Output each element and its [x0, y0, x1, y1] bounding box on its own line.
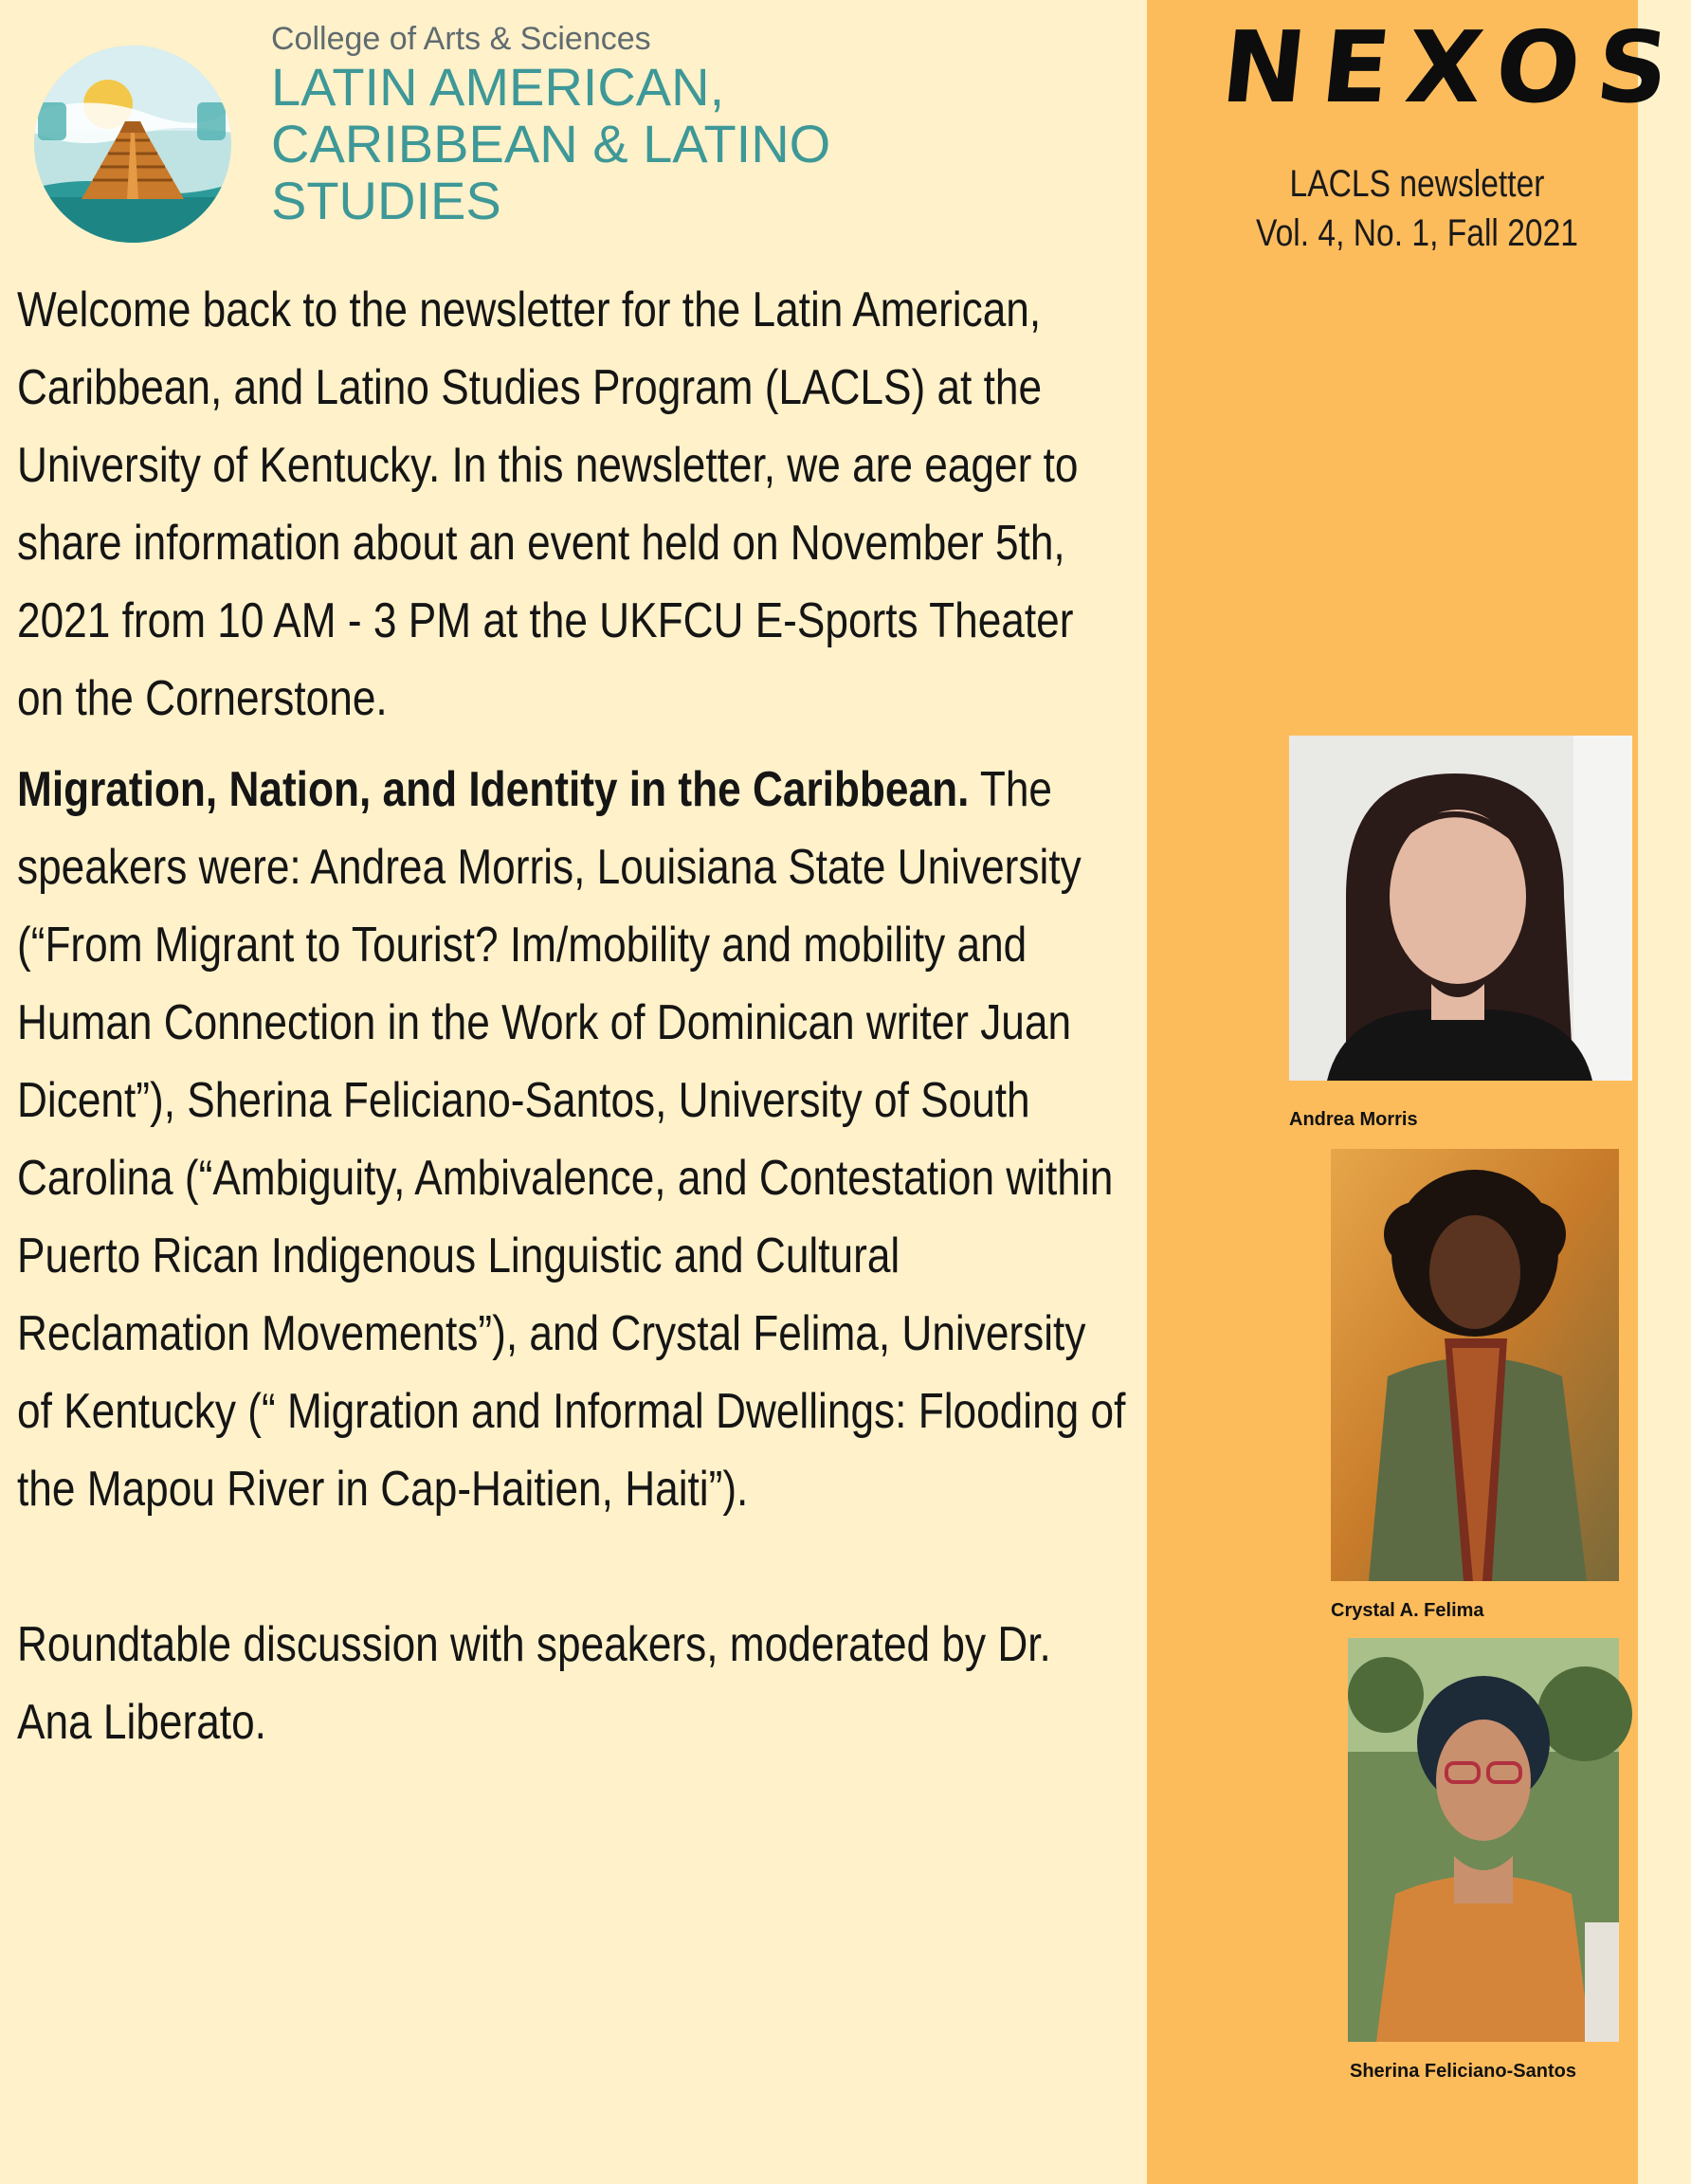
event-description: The speakers were: Andrea Morris, Louisiana State University (“From Migrant to Tourist? Im/mobility and mobility and Human Connection in the Work of Dominican writer Juan Dicent”), Sherina Feliciano-Santos, University of South Carolina (“Ambiguity, Ambivalence, and Contestation within Puerto Rican Indigenous Linguistic and Cultural Reclamation Movements”), and Crystal Felima, University of Kentucky (“ Migration and Informal Dwellings: Flooding of the Mapou River in Cap-Haitien, Haiti”). — [17, 762, 1126, 1517]
intro-paragraph: Welcome back to the newsletter for the Latin American, Caribbean, and Latino Studies Program (LACLS) at the University of Kentucky. In this newsletter, we are eager to share information about an event held on November 5th, 2021 from 10 AM - 3 PM at the UKFCU E-Sports Theater on the Cornerstone. — [17, 282, 1079, 726]
speaker-photo-crystal-felima — [1331, 1149, 1619, 1581]
speaker-caption-sherina-feliciano-santos: Sherina Feliciano-Santos — [1350, 2061, 1576, 2082]
issue-info — [1238, 159, 1596, 258]
roundtable-paragraph: Roundtable discussion with speakers, moderated by Dr. Ana Liberato. — [17, 1617, 1051, 1750]
speaker-photo-andrea-morris — [1289, 736, 1632, 1081]
speaker-caption-andrea-morris: Andrea Morris — [1289, 1109, 1418, 1130]
program-name-line-1: LATIN AMERICAN, — [271, 57, 725, 117]
program-name — [271, 59, 830, 229]
issue-line-1: LACLS newsletter — [1289, 163, 1545, 205]
speaker-caption-crystal-felima: Crystal A. Felima — [1331, 1600, 1484, 1621]
event-title: Migration, Nation, and Identity in the Caribbean. — [17, 762, 970, 817]
program-name-line-2: CARIBBEAN & LATINO — [271, 114, 831, 173]
event-paragraph — [17, 751, 1129, 1528]
issue-line-2: Vol. 4, No. 1, Fall 2021 — [1256, 212, 1578, 254]
pyramid-logo-icon — [34, 46, 231, 243]
speaker-photo-sherina-feliciano-santos — [1348, 1638, 1619, 2042]
program-name-line-3: STUDIES — [271, 171, 501, 230]
article-body — [17, 271, 1129, 1761]
college-name: College of Arts & Sciences — [271, 21, 651, 57]
newsletter-title: NEXOS — [1216, 9, 1691, 125]
